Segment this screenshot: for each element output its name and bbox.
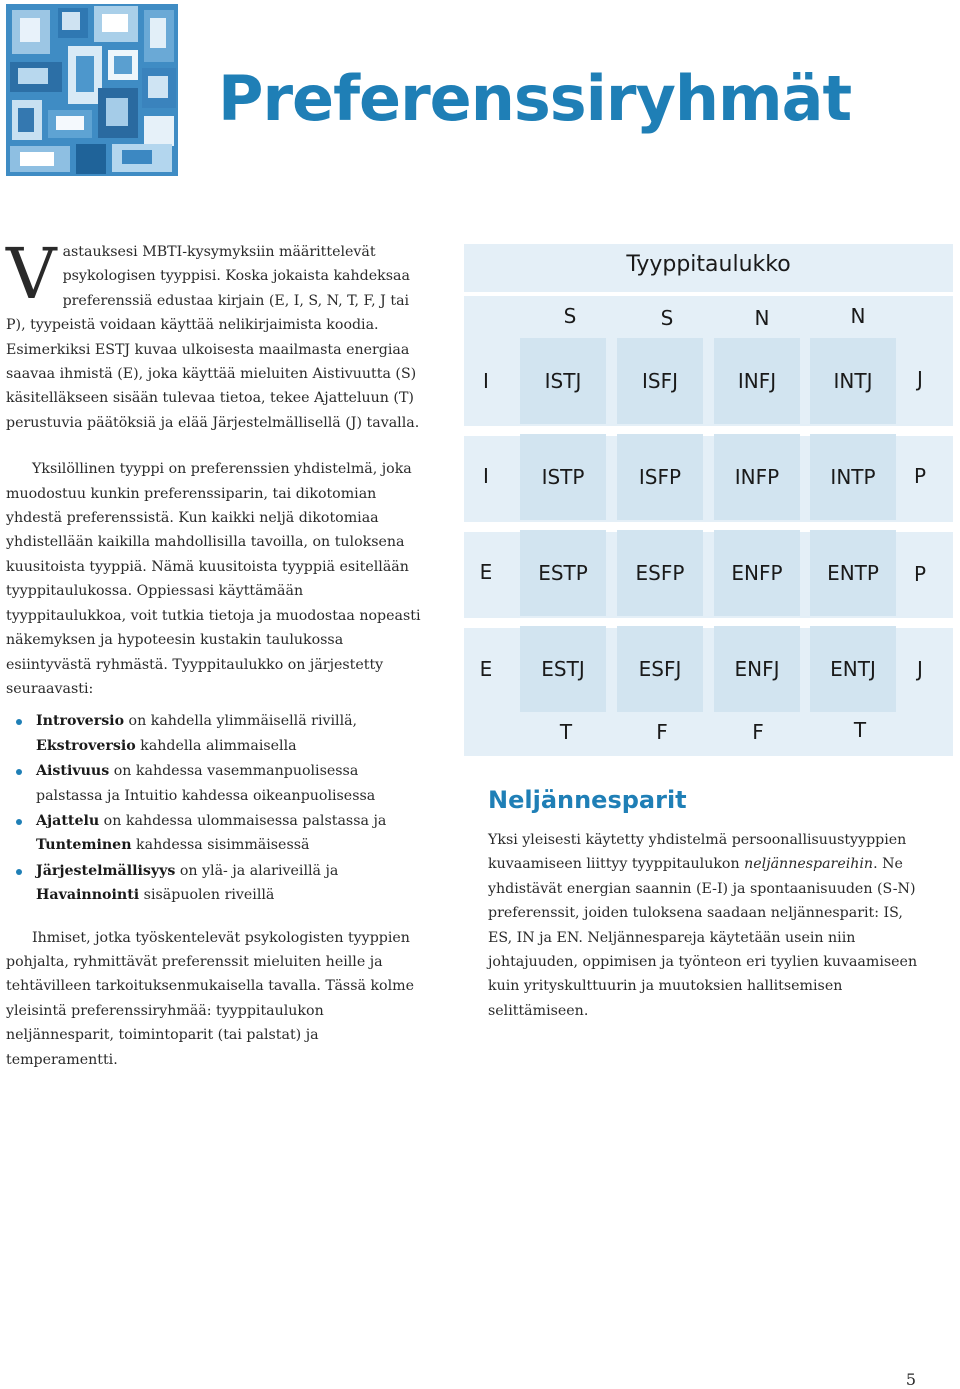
- type-cell: INFP: [714, 434, 800, 520]
- column-label: S: [563, 304, 577, 328]
- type-cell: INTJ: [810, 338, 896, 424]
- type-cell: INTP: [810, 434, 896, 520]
- row-label-right: J: [917, 367, 923, 391]
- type-cell: ESFJ: [617, 626, 703, 712]
- column-label: N: [850, 304, 866, 328]
- type-table: [464, 244, 953, 756]
- row-label-right: J: [917, 657, 923, 681]
- column-label: T: [853, 718, 867, 742]
- type-cell: ESTP: [520, 530, 606, 616]
- row-label-left: E: [479, 560, 493, 584]
- type-cell: ENTP: [810, 530, 896, 616]
- types-paragraph: Yksilöllinen tyyppi on preferenssien yhdistelmä, joka muodostuu kunkin preferenssiparin, tai dikotomian yhdestä preferenssistä. Kun kaikki neljä dikotomiaa yhdistellään kaikilla mahdollisilla tavoilla, on tuloksena kuusitoista tyyppiä. Nämä kuusitoista tyyppiä esitellään tyyppitaulukossa. Oppiessasi käyttämään tyyppitaulukkoa, voit tutkia tietoja ja muodostaa nopeasti näkemyksen ja hypoteesin kustakin taulukossa esiintyvästä ryhmästä. Tyyppitaulukko on järjestetty seuraavasti:: [6, 461, 421, 697]
- row-label-left: I: [483, 369, 489, 393]
- type-table-divider: [464, 292, 953, 296]
- type-cell: ISTP: [520, 434, 606, 520]
- page-title: Preferenssiryhmät: [218, 62, 852, 135]
- row-label-left: I: [483, 464, 489, 488]
- list-item: Järjestelmällisyys on ylä- ja alariveillä ja Havainnointi sisäpuolen riveillä: [6, 859, 426, 908]
- list-item: Introversio on kahdella ylimmäisellä rivillä, Ekstroversio kahdella alimmaisella: [6, 709, 426, 758]
- type-cell: ESTJ: [520, 626, 606, 712]
- quarter-pairs-paragraph: Yksi yleisesti käytetty yhdistelmä persoonallisuustyyppien kuvaamiseen liittyy tyyppitaulukon neljännespareihin. Ne yhdistävät energian saannin (E-I) ja spontaanisuuden (S-N) preferenssit, joiden tuloksena saadaan neljännesparit: IS, ES, IN ja EN. Neljännespareja käytetään usein niin johtajuuden, oppimisen ja työnteon eri tyylien kuvaamiseen kuin yrityskulttuurin ja muutoksien hallitsemisen selittämiseen.: [488, 832, 918, 1019]
- quarter-pairs-section: [488, 786, 928, 1023]
- type-cell: ISFJ: [617, 338, 703, 424]
- type-cell: ISTJ: [520, 338, 606, 424]
- type-cell: ENFP: [714, 530, 800, 616]
- row-label-right: P: [913, 562, 927, 586]
- column-label: N: [754, 306, 770, 330]
- type-cell: ENFJ: [714, 626, 800, 712]
- groups-paragraph: Ihmiset, jotka työskentelevät psykologisten tyyppien pohjalta, ryhmittävät preferenssit mieluiten heille ja tehtävilleen tarkoituksenmukaisella tavalla. Tässä kolme yleisintä preferenssiryhmää: tyyppitaulukon neljännesparit, toimintoparit (tai palstat) ja temperamentti.: [6, 929, 414, 1068]
- intro-paragraph: [6, 233, 426, 435]
- list-item: Ajattelu on kahdessa ulommaisessa palstassa ja Tunteminen kahdessa sisimmäisessä: [6, 809, 426, 858]
- intro-paragraph-text: astauksesi MBTI-kysymyksiin määrittelevät psykologisen tyyppisi. Koska jokaista kahdeksaa preferenssiä edustaa kirjain (E, I, S, N, T, F, J tai P), tyypeistä voidaan käyttää nelikirjaimista koodia. Esimerkiksi ESTJ kuvaa ulkoisesta maailmasta energiaa saavaa ihmistä (E), joka käyttää mieluiten Aistivuutta (S) käsitelläkseen sisään tulevaa tietoa, tekee Ajatteluun (T) perustuvia päätöksiä ja elää Järjestelmällisellä (J) tavalla.: [6, 244, 420, 431]
- type-cell: ISFP: [617, 434, 703, 520]
- type-cell: INFJ: [714, 338, 800, 424]
- type-cell: ENTJ: [810, 626, 896, 712]
- column-label: F: [752, 720, 764, 744]
- dropcap-letter: V: [6, 233, 57, 315]
- section-heading: Neljännesparit: [488, 786, 687, 814]
- row-label-right: P: [913, 464, 927, 488]
- type-cell: ESFP: [617, 530, 703, 616]
- page-number: 5: [905, 1370, 916, 1389]
- list-item: Aistivuus on kahdessa vasemmanpuolisessa palstassa ja Intuitio kahdessa oikeanpuolisessa: [6, 759, 426, 808]
- type-table-title: Tyyppitaulukko: [626, 252, 791, 277]
- quilt-art-icon: [6, 4, 178, 176]
- intro-column: [6, 233, 426, 1072]
- type-table-layout-list: [6, 709, 426, 907]
- row-label-left: E: [479, 657, 493, 681]
- column-label: F: [656, 720, 668, 744]
- column-label: T: [559, 720, 573, 744]
- column-label: S: [660, 306, 674, 330]
- decorative-quilt-image: [6, 4, 178, 176]
